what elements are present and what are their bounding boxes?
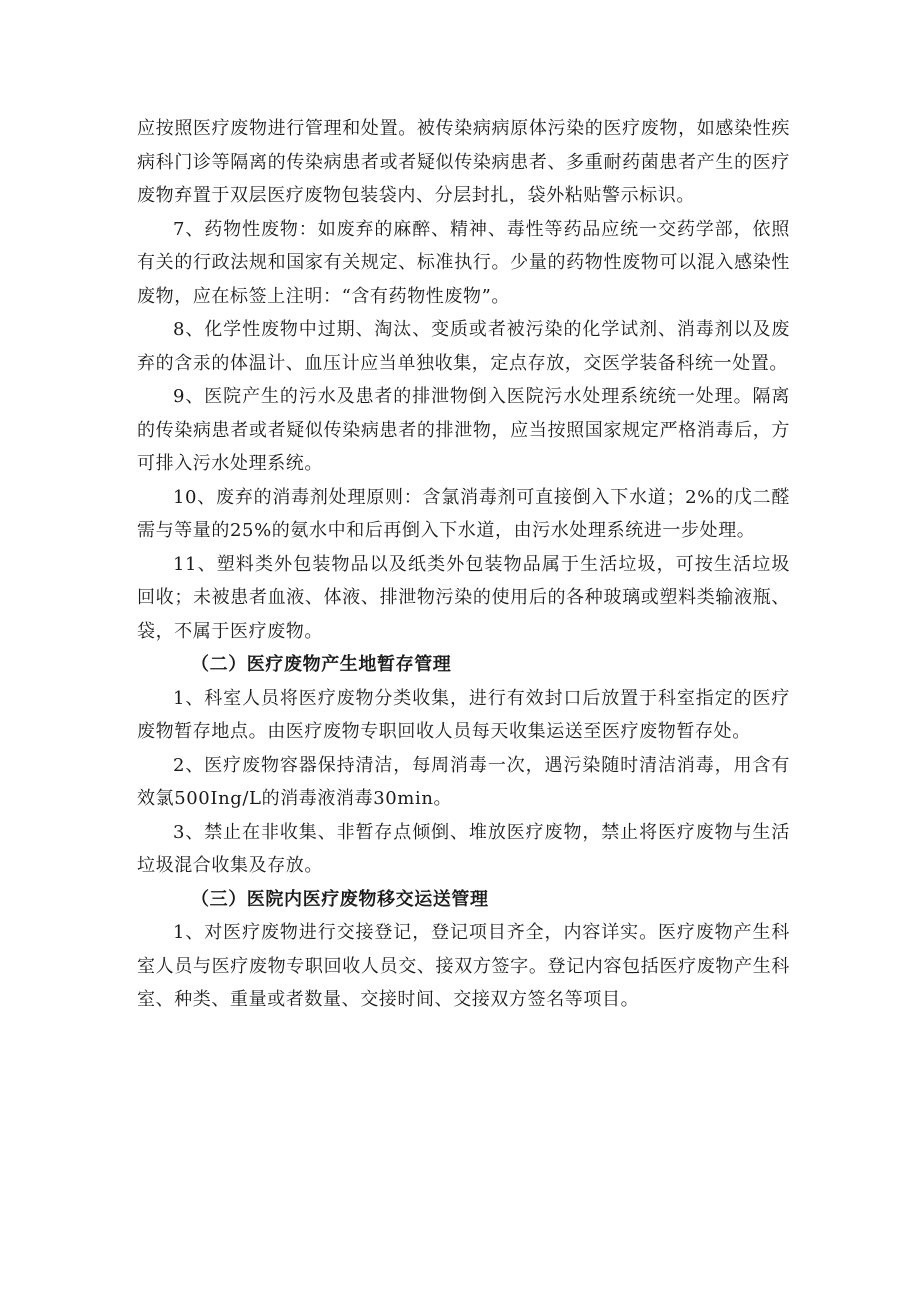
paragraph-item-10: 10、废弃的消毒剂处理原则：含氯消毒剂可直接倒入下水道；2%的戊二醛需与等量的25%的氨水中和后再倒入下水道，由污水处理系统进一步处理。 <box>137 486 790 541</box>
paragraph-section2-item-2: 2、医疗废物容器保持清洁，每周消毒一次，遇污染随时清洁消毒，用含有效氯500Ing/L的消毒液消毒30min。 <box>137 754 790 809</box>
paragraph-item-11: 11、塑料类外包装物品以及纸类外包装物品属于生活垃圾，可按生活垃圾回收；未被患者血液、体液、排泄物污染的使用后的各种玻璃或塑料类输液瓶、袋，不属于医疗废物。 <box>137 553 790 642</box>
section-heading-2: （二）医疗废物产生地暂存管理 <box>191 654 452 675</box>
paragraph-item-9: 9、医院产生的污水及患者的排泄物倒入医院污水处理系统统一处理。隔离的传染病患者或者疑似传染病患者的排泄物，应当按照国家规定严格消毒后，方可排入污水处理系统。 <box>137 386 790 474</box>
document-page <box>137 112 790 1017</box>
paragraph-section3-item-1: 1、对医疗废物进行交接登记，登记项目齐全，内容详实。医疗废物产生科室人员与医疗废物专职回收人员交、接双方签字。登记内容包括医疗废物产生科室、种类、重量或者数量、交接时间、交接双方签名等项目。 <box>137 922 790 1010</box>
paragraph-item-7: 7、药物性废物：如废弃的麻醉、精神、毒性等药品应统一交药学部，依照有关的行政法规和国家有关规定、标准执行。少量的药物性废物可以混入感染性废物，应在标签上注明：“含有药物性废物”。 <box>137 218 790 307</box>
paragraph-section2-item-1: 1、科室人员将医疗废物分类收集，进行有效封口后放置于科室指定的医疗废物暂存地点。由医疗废物专职回收人员每天收集运送至医疗废物暂存处。 <box>137 687 790 742</box>
paragraph-item-8: 8、化学性废物中过期、淘汰、变质或者被污染的化学试剂、消毒剂以及废弃的含汞的体温计、血压计应当单独收集，定点存放，交医学装备科统一处置。 <box>137 319 790 374</box>
paragraph-section2-item-3: 3、禁止在非收集、非暂存点倾倒、堆放医疗废物，禁止将医疗废物与生活垃圾混合收集及存放。 <box>137 821 790 876</box>
section-heading-3: （三）医院内医疗废物移交运送管理 <box>191 888 489 910</box>
paragraph-continuation: 应按照医疗废物进行管理和处置。被传染病病原体污染的医疗废物，如感染性疾病科门诊等隔离的传染病患者或者疑似传染病患者、多重耐药菌患者产生的医疗废物弃置于双层医疗废物包装袋内、分层封扎，袋外粘贴警示标识。 <box>137 118 790 206</box>
